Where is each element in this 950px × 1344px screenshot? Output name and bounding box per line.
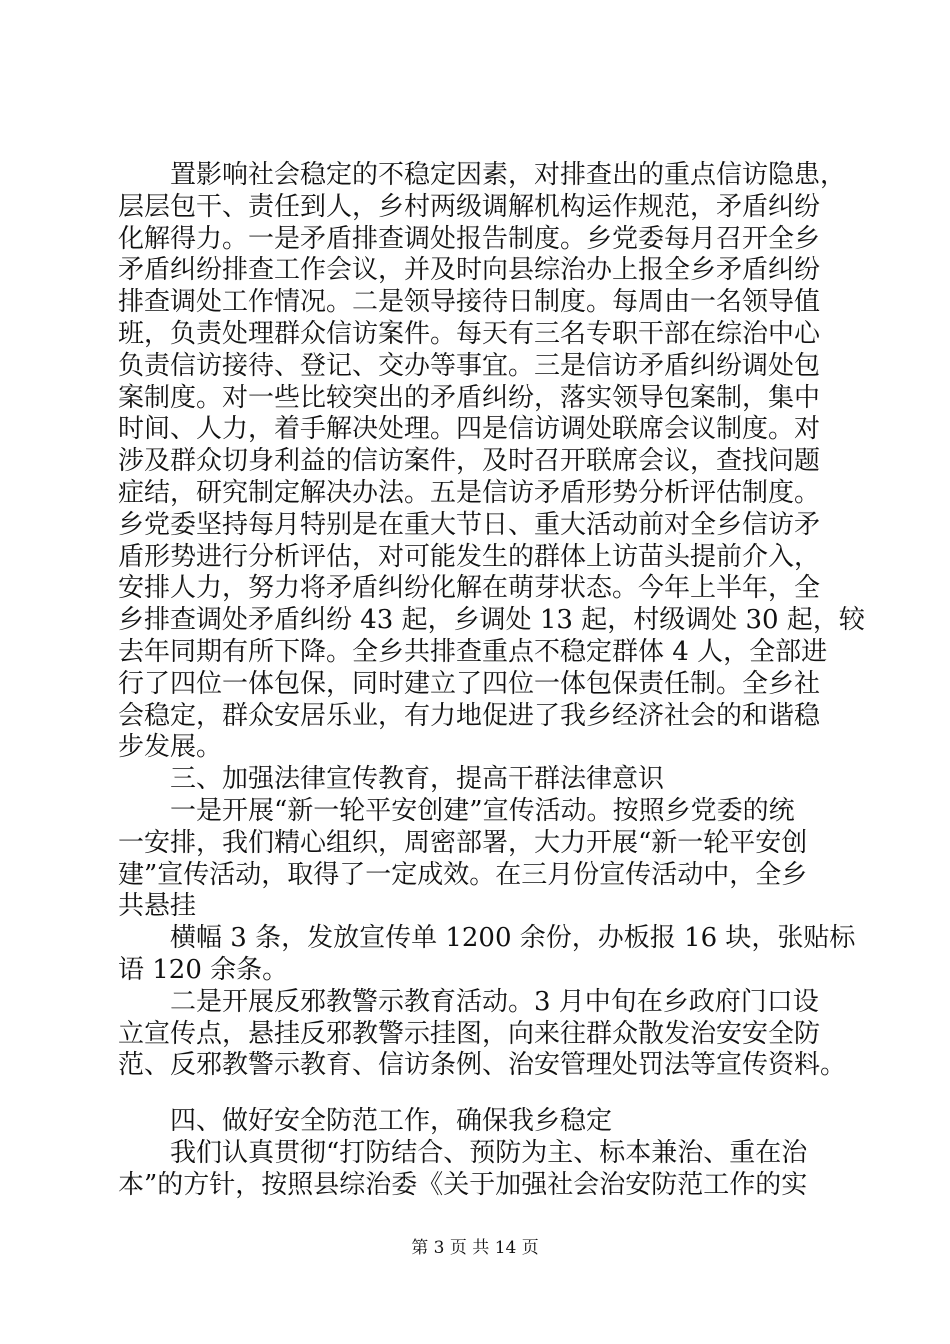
text-line: 建”宣传活动，取得了一定成效。在三月份宣传活动中，全乡 <box>118 859 808 890</box>
text-line: 盾形势进行分析评估，对可能发生的群体上访苗头提前介入， <box>118 541 821 572</box>
text-line: 排查调处工作情况。二是领导接待日制度。每周由一名领导值 <box>118 287 821 318</box>
text-line: 乡党委坚持每月特别是在重大节日、重大活动前对全乡信访矛 <box>118 509 821 540</box>
text-line: 时间、人力，着手解决处理。四是信访调处联席会议制度。对 <box>118 414 821 445</box>
text-line: 层层包干、责任到人，乡村两级调解机构运作规范，矛盾纠纷 <box>118 191 821 222</box>
text-line: 负责信访接待、登记、交办等事宜。三是信访矛盾纠纷调处包 <box>118 350 821 381</box>
text-line: 化解得力。一是矛盾排查调处报告制度。乡党委每月召开全乡 <box>118 223 821 254</box>
text-line: 置影响社会稳定的不稳定因素，对排查出的重点信访隐患， <box>118 160 847 190</box>
text-line: 范、反邪教警示教育、信访条例、治安管理处罚法等宣传资料。 <box>118 1050 847 1081</box>
text-line: 立宣传点，悬挂反邪教警示挂图，向来往群众散发治安安全防 <box>118 1018 821 1049</box>
page-number-footer: 第 3 页 共 14 页 <box>411 1238 539 1258</box>
text-line: 语 120 余条。 <box>118 954 289 985</box>
text-line: 去年同期有所下降。全乡共排查重点不稳定群体 4 人，全部进 <box>118 636 828 667</box>
text-line: 我们认真贯彻“打防结合、预防为主、标本兼治、重在治 <box>118 1137 808 1168</box>
text-line: 本”的方针，按照县综治委《关于加强社会治安防范工作的实 <box>118 1169 808 1200</box>
text-line: 共悬挂 <box>118 891 197 922</box>
text-line: 一安排，我们精心组织，周密部署，大力开展“新一轮平安创 <box>118 827 808 858</box>
section-heading: 四、做好安全防范工作，确保我乡稳定 <box>118 1106 613 1137</box>
text-line: 案制度。对一些比较突出的矛盾纠纷，落实领导包案制，集中 <box>118 382 821 413</box>
text-line: 步发展。 <box>118 732 223 763</box>
text-line: 矛盾纠纷排查工作会议，并及时向县综治办上报全乡矛盾纠纷 <box>118 255 821 286</box>
text-line: 横幅 3 条，发放宣传单 1200 余份，办板报 16 块，张贴标 <box>118 923 856 954</box>
text-line: 行了四位一体包保，同时建立了四位一体包保责任制。全乡社 <box>118 668 821 699</box>
text-line: 乡排查调处矛盾纠纷 43 起，乡调处 13 起，村级调处 30 起，较 <box>118 605 865 636</box>
text-line: 会稳定，群众安居乐业，有力地促进了我乡经济社会的和谐稳 <box>118 700 821 731</box>
body-text <box>118 160 865 1202</box>
blank-line <box>118 1082 838 1106</box>
text-line: 安排人力，努力将矛盾纠纷化解在萌芽状态。今年上半年，全 <box>118 573 821 604</box>
section-heading: 三、加强法律宣传教育，提高干群法律意识 <box>118 764 665 795</box>
text-line: 涉及群众切身利益的信访案件，及时召开联席会议，查找问题 <box>118 446 821 477</box>
text-line: 一是开展“新一轮平安创建”宣传活动。按照乡党委的统 <box>118 795 795 826</box>
text-line: 班，负责处理群众信访案件。每天有三名专职干部在综治中心 <box>118 318 821 349</box>
text-line: 二是开展反邪教警示教育活动。3 月中旬在乡政府门口设 <box>118 986 819 1017</box>
text-line: 症结，研究制定解决办法。五是信访矛盾形势分析评估制度。 <box>118 477 821 508</box>
